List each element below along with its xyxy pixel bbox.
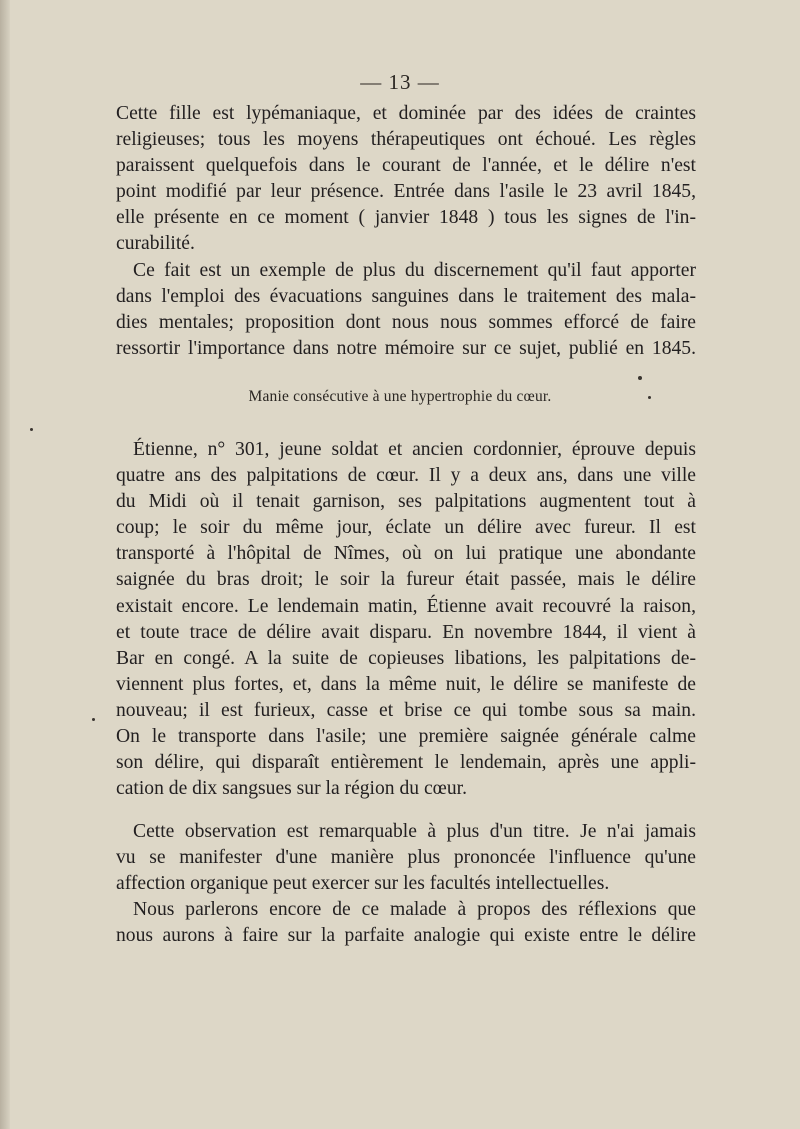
text-line: Ce fait est un exemple de plus du discernement qu'il faut apporter — [133, 259, 696, 281]
text-line: nouveau; il est furieux, casse et brise ce qui tombe sous sa main. — [116, 699, 696, 721]
text-line: point modifié par leur présence. Entrée dans l'asile le 23 avril 1845, — [116, 181, 696, 203]
text-line: saignée du bras droit; le soir la fureur était passée, mais le délire — [116, 569, 696, 591]
paragraph-etienne — [116, 437, 696, 802]
binding-edge — [0, 0, 10, 1129]
opening-paragraphs — [116, 101, 696, 362]
closing-paragraphs — [116, 819, 696, 949]
ink-speck — [638, 376, 642, 380]
text-line: paraissent quelquefois dans le courant de l'année, et le délire n'est — [116, 155, 696, 177]
text-line: quatre ans des palpitations de cœur. Il y a deux ans, dans une ville — [116, 465, 696, 487]
text-line: Bar en congé. A la suite de copieuses libations, les palpitations de- — [116, 647, 696, 669]
text-line: religieuses; tous les moyens thérapeutiques ont échoué. Les règles — [116, 129, 696, 151]
text-line: existait encore. Le lendemain matin, Étienne avait recouvré la raison, — [116, 595, 696, 617]
text-line: transporté à l'hôpital de Nîmes, où on lui pratique une abondante — [116, 543, 696, 565]
page-number: — 13 — — [360, 70, 440, 94]
text-line: curabilité. — [116, 233, 195, 255]
text-line: dans l'emploi des évacuations sanguines dans le traitement des mala- — [116, 285, 696, 307]
text-line: du Midi où il tenait garnison, ses palpitations augmentent tout à — [116, 491, 696, 513]
ink-speck — [92, 718, 95, 721]
text-line: On le transporte dans l'asile; une première saignée générale calme — [116, 726, 696, 748]
ink-speck — [648, 396, 651, 399]
section-heading: Manie consécutive à une hypertrophie du cœur. — [248, 388, 552, 405]
text-line: elle présente en ce moment ( janvier 1848 ) tous les signes de l'in- — [116, 207, 696, 229]
paragraph-observation — [116, 819, 696, 897]
text-line: son délire, qui disparaît entièrement le lendemain, après une appli- — [116, 752, 696, 774]
text-line: viennent plus fortes, et, dans la même nuit, le délire se manifeste de — [116, 673, 696, 695]
text-line: Cette fille est lypémaniaque, et dominée par des idées de craintes — [116, 103, 696, 124]
text-line: coup; le soir du même jour, éclate un délire avec fureur. Il est — [116, 517, 696, 539]
ink-speck — [30, 428, 33, 431]
paragraph-lypemaniac-case — [116, 101, 696, 258]
case-paragraph-etienne — [116, 437, 696, 802]
text-line: Étienne, n° 301, jeune soldat et ancien cordonnier, éprouve depuis — [133, 439, 696, 460]
paragraph-reflexions — [116, 897, 696, 949]
text-line: vu se manifester d'une manière plus prononcée l'influence qu'une — [116, 847, 696, 869]
text-line: ressortir l'importance dans notre mémoire sur ce sujet, publié en 1845. — [116, 337, 696, 359]
text-line: cation de dix sangsues sur la région du cœur. — [116, 778, 467, 800]
paragraph-discernment — [116, 258, 696, 362]
text-line: et toute trace de délire avait disparu. En novembre 1844, il vient à — [116, 621, 696, 643]
text-line: dies mentales; proposition dont nous nous sommes efforcé de faire — [116, 311, 696, 333]
text-line: nous aurons à faire sur la parfaite analogie qui existe entre le délire — [116, 925, 696, 947]
text-line: Nous parlerons encore de ce malade à propos des réflexions que — [133, 899, 696, 921]
text-line: Cette observation est remarquable à plus d'un titre. Je n'ai jamais — [133, 821, 696, 842]
text-line: affection organique peut exercer sur les facultés intellectuelles. — [116, 873, 610, 895]
